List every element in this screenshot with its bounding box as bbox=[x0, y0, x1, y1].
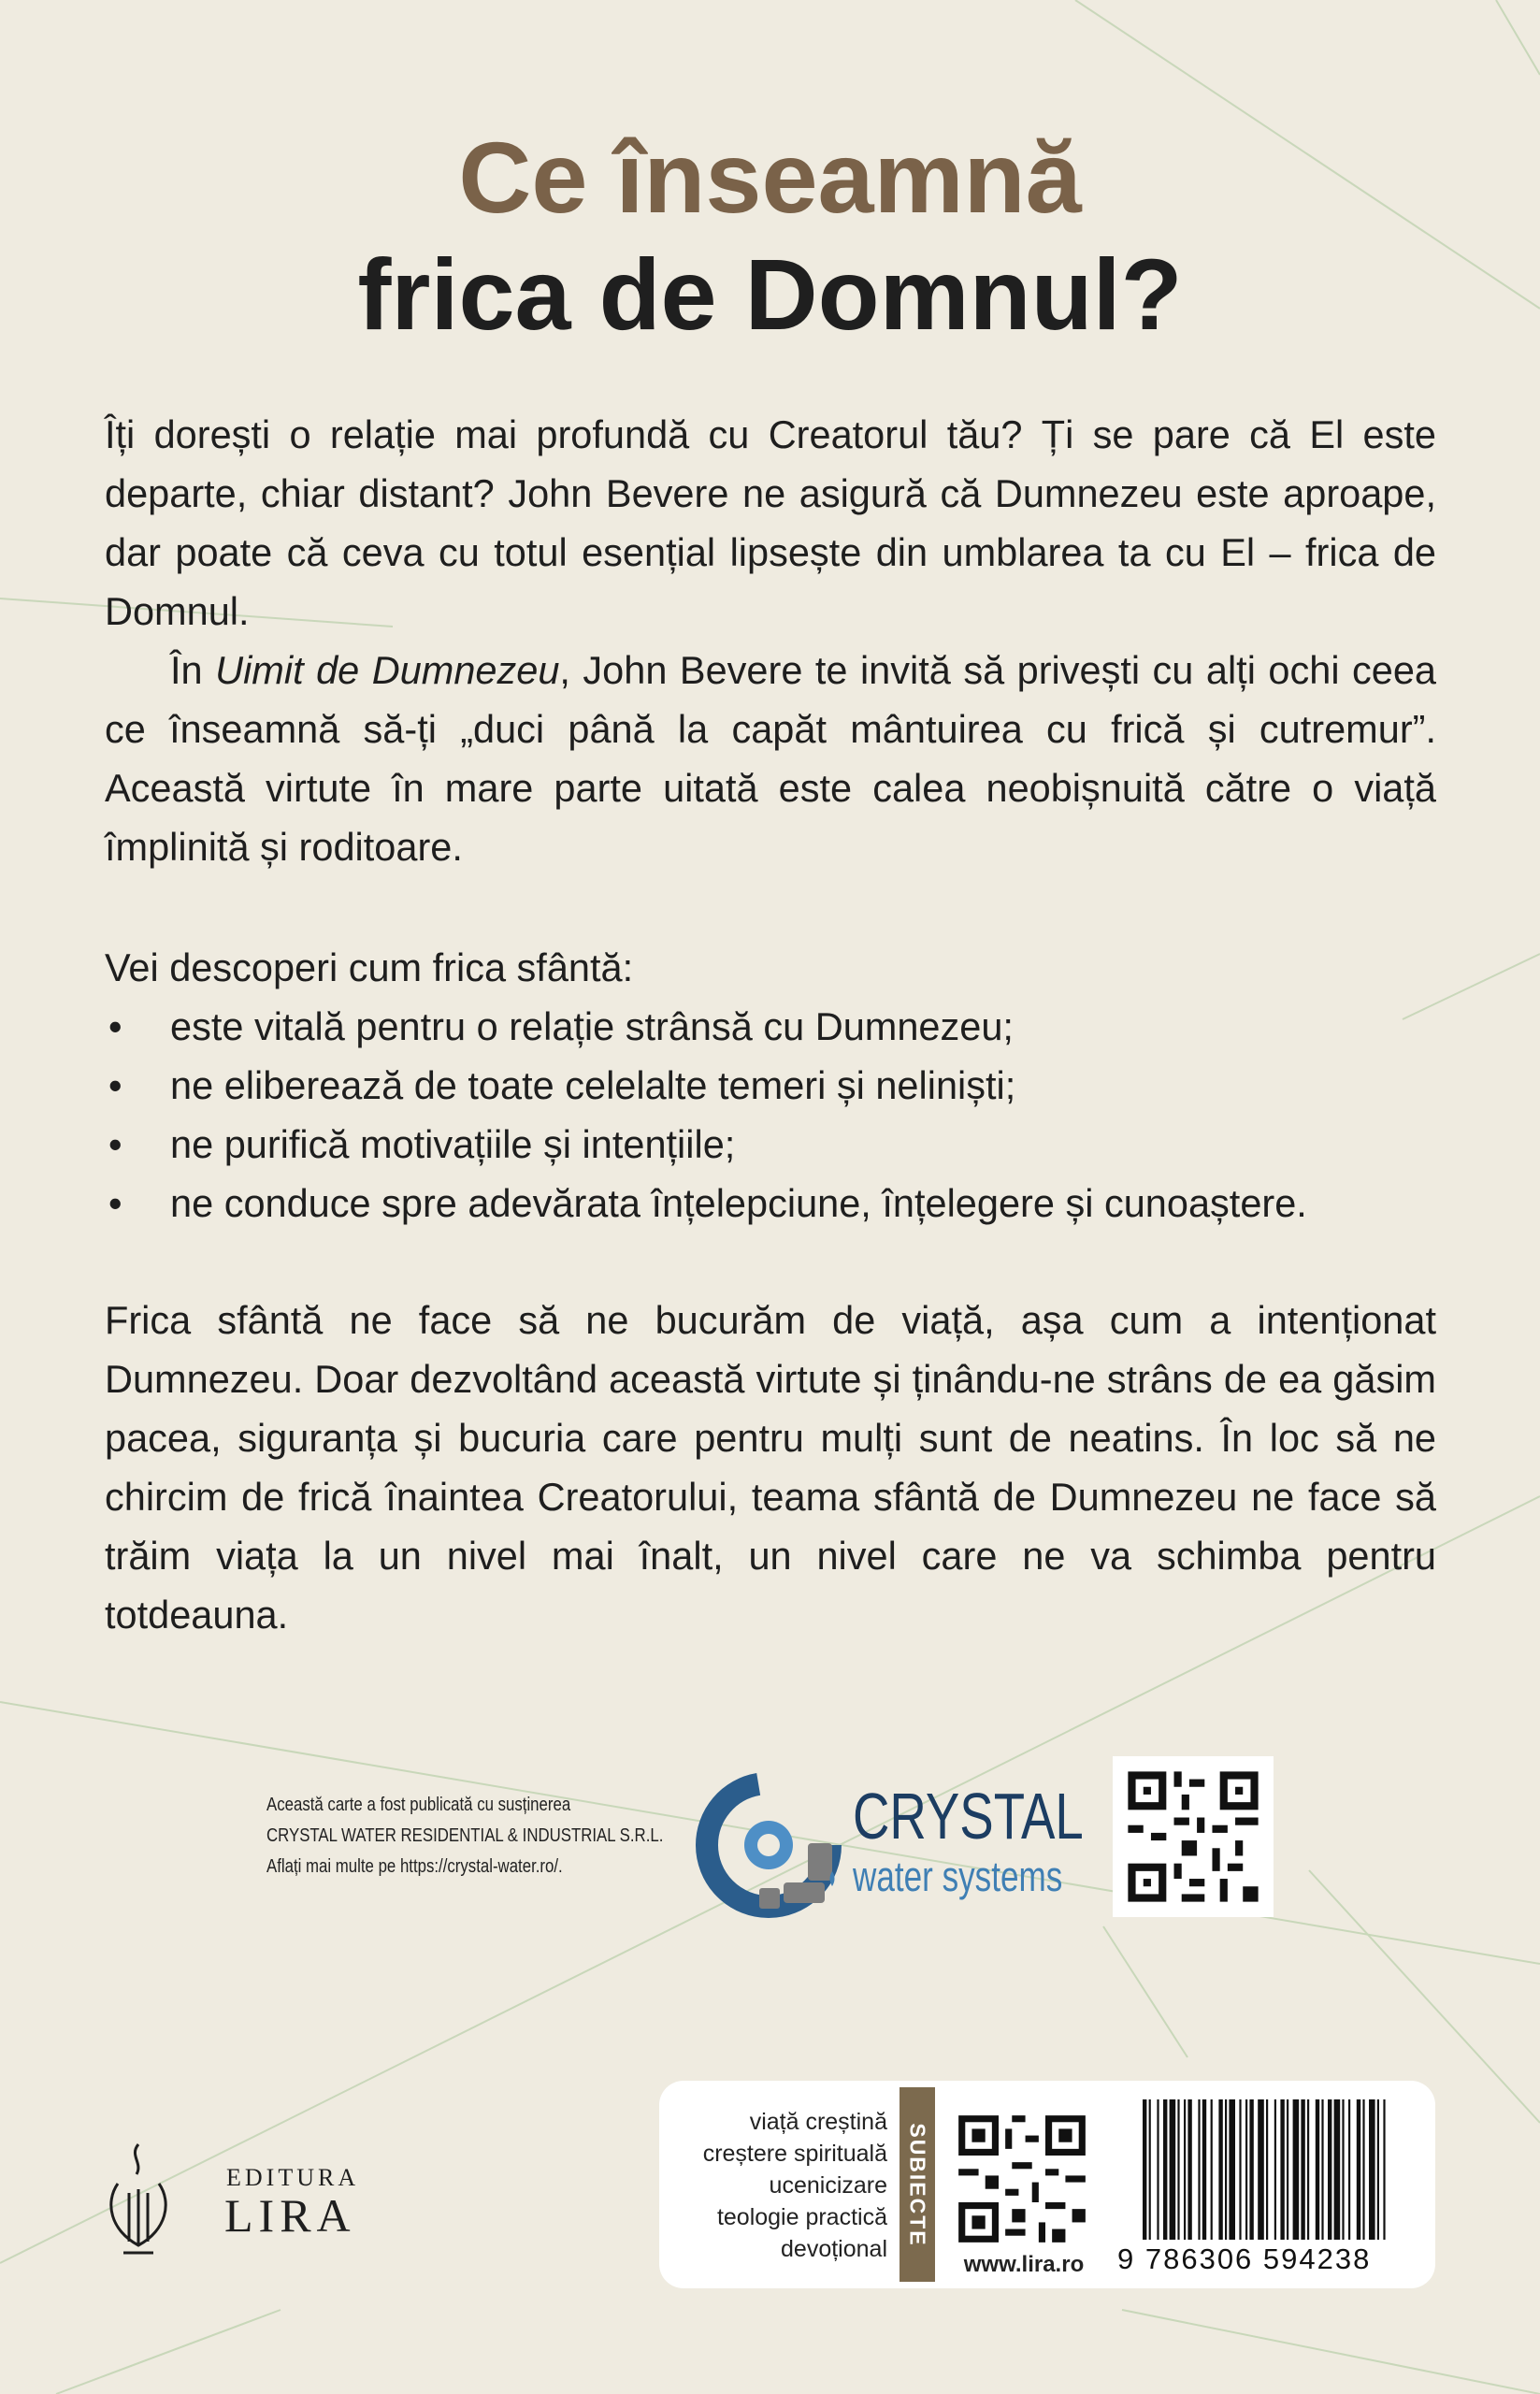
description-paragraph-1: Îți dorești o relație mai profundă cu Creatorul tău? Ți se pare că El este departe, chiar distant? John Bevere ne asigură că Dumnezeu este aproape, dar poate că ceva cu totul esențial lipsește din umblarea ta cu El – frica de Domnul. bbox=[105, 412, 1436, 633]
barcode-bar bbox=[1280, 2099, 1284, 2240]
barcode-bar bbox=[1177, 2099, 1179, 2240]
bullet-icon: • bbox=[108, 1004, 122, 1048]
subject-item: teologie practică bbox=[716, 2204, 887, 2230]
book-title: Uimit de Dumnezeu bbox=[215, 648, 560, 692]
crystal-logo-word: CRYSTAL bbox=[853, 1780, 1084, 1853]
subjects-tab bbox=[900, 2087, 935, 2282]
barcode-bar bbox=[1170, 2099, 1176, 2240]
barcode-bar bbox=[1287, 2099, 1288, 2240]
barcode-bar bbox=[1301, 2099, 1304, 2240]
barcode-bar bbox=[1357, 2099, 1360, 2240]
barcode-bar bbox=[1369, 2099, 1375, 2240]
publisher-name-top: EDITURA bbox=[226, 2164, 360, 2191]
benefits-list bbox=[105, 997, 1461, 1233]
barcode-bar bbox=[1198, 2099, 1200, 2240]
list-item-text: ne eliberează de toate celelalte temeri și neliniști; bbox=[170, 1063, 1016, 1107]
barcode-bar bbox=[1157, 2099, 1159, 2240]
list-intro: Vei descoperi cum frica sfântă: bbox=[105, 945, 634, 989]
paragraph-2-prefix: În bbox=[170, 648, 216, 692]
sponsor-line-3: Aflați mai multe pe https://crystal-water.ro/. bbox=[266, 1855, 563, 1877]
subjects-label: SUBIECTE bbox=[905, 2122, 930, 2247]
barcode-bar bbox=[1274, 2099, 1276, 2240]
sponsor-note bbox=[266, 1789, 664, 1882]
bullet-icon: • bbox=[108, 1181, 122, 1225]
publisher-website: www.lira.ro bbox=[963, 2252, 1085, 2277]
barcode-bar bbox=[1334, 2099, 1341, 2240]
barcode-bar bbox=[1218, 2099, 1222, 2240]
qr-code-icon bbox=[952, 2109, 1092, 2249]
barcode-bar bbox=[1307, 2099, 1309, 2240]
description-paragraph-2 bbox=[105, 641, 1436, 876]
barcode-bar bbox=[1149, 2099, 1151, 2240]
isbn-number: 9 786306 594238 bbox=[1117, 2243, 1372, 2275]
subject-item: ucenicizare bbox=[769, 2172, 887, 2199]
barcode-bar bbox=[1184, 2099, 1186, 2240]
title-line-2: frica de Domnul? bbox=[357, 238, 1183, 351]
barcode-bar bbox=[1187, 2099, 1191, 2240]
title-line-1: Ce înseamnă bbox=[458, 121, 1082, 234]
paragraph-2-rest: , John Bevere te invită să privești cu alți ochi ceea ce înseamnă să-ți „duci până la capăt mântuirea cu frică și cutremur”. Această virtute în mare parte uitată este calea neobișnuită către o viață împlinită și roditoare. bbox=[105, 648, 1437, 869]
lyre-icon bbox=[101, 2137, 176, 2268]
bullet-icon: • bbox=[108, 1063, 122, 1107]
publisher-name-main: LIRA bbox=[224, 2189, 356, 2242]
list-item bbox=[105, 1056, 1461, 1115]
barcode-bar bbox=[1258, 2099, 1264, 2240]
barcode-bar bbox=[1321, 2099, 1323, 2240]
list-item-text: ne purifică motivațiile și intențiile; bbox=[170, 1122, 736, 1166]
barcode-bar bbox=[1383, 2099, 1385, 2240]
barcode-bar bbox=[1249, 2099, 1253, 2240]
barcode-bar bbox=[1377, 2099, 1379, 2240]
barcode-bar bbox=[1316, 2099, 1319, 2240]
barcode-bar bbox=[1362, 2099, 1364, 2240]
barcode-bar bbox=[1143, 2099, 1146, 2240]
barcode-icon bbox=[1143, 2099, 1421, 2240]
barcode-bar bbox=[1225, 2099, 1227, 2240]
crystal-logo-subtitle: water systems bbox=[853, 1853, 1063, 1900]
list-item-text: este vitală pentru o relație strânsă cu Dumnezeu; bbox=[170, 1004, 1014, 1048]
bullet-icon: • bbox=[108, 1122, 122, 1166]
sponsor-line-1: Această carte a fost publicată cu susținerea bbox=[266, 1794, 571, 1815]
barcode-bar bbox=[1229, 2099, 1235, 2240]
list-item-text: ne conduce spre adevărata înțelepciune, înțelegere și cunoaștere. bbox=[170, 1181, 1307, 1225]
qr-code-publisher bbox=[952, 2109, 1092, 2249]
sponsor-line-2: CRYSTAL WATER RESIDENTIAL & INDUSTRIAL S.R.L. bbox=[266, 1824, 664, 1846]
subject-item: creștere spirituală bbox=[702, 2141, 887, 2167]
description-paragraph-3: Frica sfântă ne face să ne bucurăm de viață, așa cum a intenționat Dumnezeu. Doar dezvoltând această virtute și ținându-ne strâns de ea găsim pacea, siguranța și bucuria care pentru mulți sunt de neatins. În loc să ne chircim de frică înaintea Creatorului, teama sfântă de Dumnezeu ne face să trăim viața la un nivel mai înalt, un nivel care ne va schimba pentru totdeauna. bbox=[105, 1298, 1436, 1637]
barcode-bar bbox=[1239, 2099, 1241, 2240]
qr-code-icon bbox=[1113, 1756, 1274, 1917]
barcode-bar bbox=[1328, 2099, 1331, 2240]
qr-code-sponsor bbox=[1113, 1756, 1274, 1917]
barcode-bar bbox=[1245, 2099, 1247, 2240]
subject-item: devoțional bbox=[781, 2236, 887, 2262]
barcode-bar bbox=[1266, 2099, 1268, 2240]
subject-item: viață creștină bbox=[749, 2109, 887, 2135]
barcode-bar bbox=[1211, 2099, 1213, 2240]
list-item bbox=[105, 1174, 1461, 1233]
barcode-bar bbox=[1163, 2099, 1167, 2240]
barcode-bar bbox=[1293, 2099, 1300, 2240]
list-item bbox=[105, 997, 1461, 1056]
barcode-bar bbox=[1202, 2099, 1206, 2240]
barcode-bar bbox=[1342, 2099, 1344, 2240]
subjects-list bbox=[677, 2106, 887, 2265]
barcode-bar bbox=[1348, 2099, 1350, 2240]
list-item bbox=[105, 1115, 1461, 1174]
